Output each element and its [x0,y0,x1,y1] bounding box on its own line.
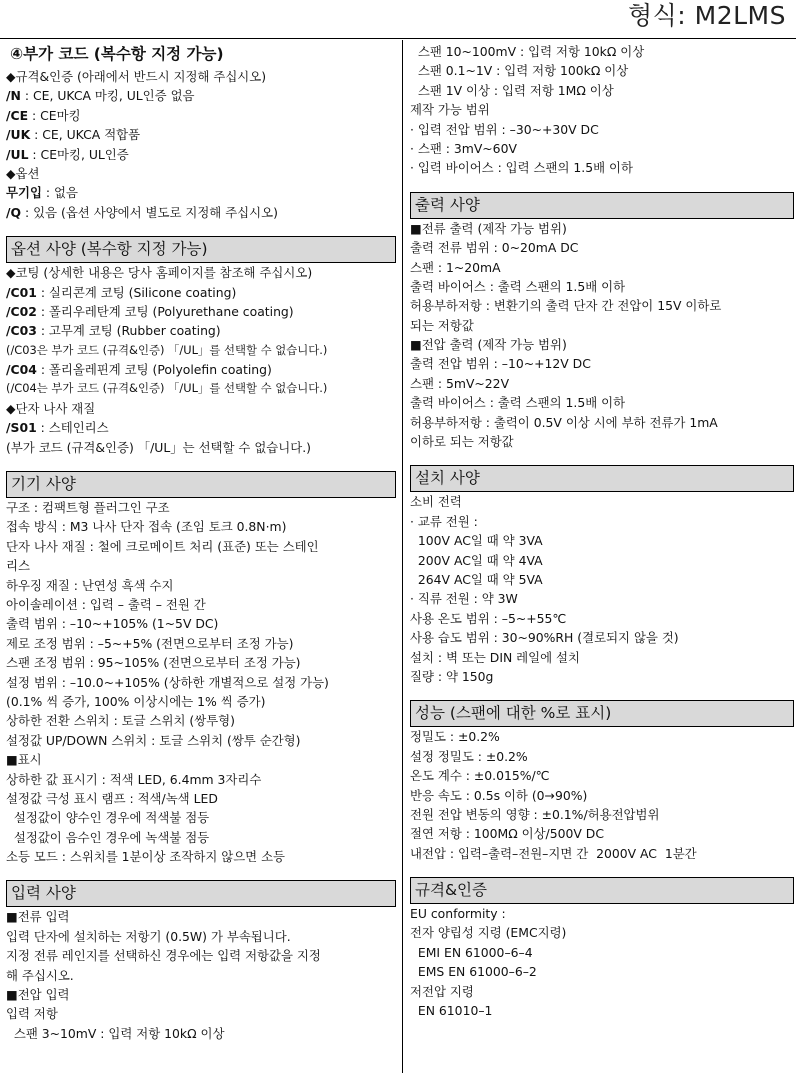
option-code: /UK [6,127,31,143]
spec-line: 입력 단자에 설치하는 저항기 (0.5W) 가 부속됩니다. [6,928,291,944]
spec-line: 전원 전압 변동의 영향 : ±0.1%/허용전압범위 [410,806,660,822]
option-description: : CE, UKCA 마킹, UL인증 없음 [20,88,195,104]
spec-line [6,302,396,321]
spec-line: EMS EN 61000–6–2 [410,964,537,980]
spec-line: 단자 나사 재질 : 철에 크로메이트 처리 (표준) 또는 스테인 [6,538,319,554]
spec-line: 100V AC일 때 약 3VA [410,533,543,549]
spec-line: ■전압 출력 (제작 가능 범위) [410,337,567,353]
spec-line: 리스 [6,558,30,574]
spec-line: · 입력 전압 범위 : –30~+30V DC [410,121,599,137]
spec-line: 상하한 값 표시기 : 적색 LED, 6.4mm 3자리수 [6,771,262,787]
spec-line: 스팬 0.1~1V : 입력 저항 100kΩ 이상 [410,63,629,79]
spec-line [6,106,396,125]
option-description: : 고무계 코팅 (Rubber coating) [36,323,221,339]
section-heading: 설치 사양 [410,465,794,492]
spec-line [6,203,396,222]
spec-line: 되는 저항값 [410,317,474,333]
spec-line: · 스팬 : 3mV~60V [410,140,517,156]
spec-line: 제작 가능 범위 [410,102,490,118]
spec-line: 스팬 조정 범위 : 95~105% (전면으로부터 조정 가능) [6,655,301,671]
spec-line: 설정값 극성 표시 램프 : 적색/녹색 LED [6,790,218,806]
left-column [6,42,396,1043]
section-heading: 입력 사양 [6,880,396,907]
spec-line: 스팬 1V 이상 : 입력 저항 1MΩ 이상 [410,82,614,98]
section-heading: 옵션 사양 (복수항 지정 가능) [6,236,396,263]
spec-line: 온도 계수 : ±0.015%/℃ [410,768,550,784]
option-description: : 폴리올레핀계 코팅 (Polyolefin coating) [36,362,272,378]
spec-line: · 입력 바이어스 : 입력 스팬의 1.5배 이하 [410,160,633,176]
spec-line: 허용부하저항 : 출력이 0.5V 이상 시에 부하 전류가 1mA [410,414,718,430]
spec-line: 출력 전압 범위 : –10~+12V DC [410,356,591,372]
spec-line [6,418,396,437]
spec-line: 출력 전류 범위 : 0~20mA DC [410,240,579,256]
spec-line: · 교류 전원 : [410,513,478,529]
section-heading: 규격&인증 [410,877,794,904]
spec-line: (0.1% 씩 증가, 100% 이상시에는 1% 씩 증가) [6,693,266,709]
option-code: 무기입 [6,185,42,201]
spec-line: 내전압 : 입력–출력–전원–지면 간 2000V AC 1분간 [410,845,697,861]
spec-line: 출력 바이어스 : 출력 스팬의 1.5배 이하 [410,395,626,411]
spec-line: · 직류 전원 : 약 3W [410,591,518,607]
spec-line [6,321,396,340]
spec-line: 하우징 재질 : 난연성 흑색 수지 [6,577,174,593]
spec-line: ◆코팅 (상세한 내용은 당사 홈페이지를 참조해 주십시오) [6,265,313,281]
spec-line: 구조 : 컴팩트형 플러그인 구조 [6,500,170,516]
spec-line: 허용부하저항 : 변환기의 출력 단자 간 전압이 15V 이하로 [410,298,722,314]
spec-line: (부가 코드 (규격&인증) 「/UL」는 선택할 수 없습니다.) [6,439,311,455]
spec-line: 설정값이 양수인 경우에 적색불 점등 [6,810,210,826]
section-heading: 출력 사양 [410,192,794,219]
spec-line: 전자 양립성 지령 (EMC지령) [410,925,567,941]
spec-line: 정밀도 : ±0.2% [410,729,500,745]
spec-line: 접속 방식 : M3 나사 단자 접속 (조임 토크 0.8N·m) [6,519,287,535]
option-code: /C02 [6,303,37,319]
spec-line [6,145,396,164]
option-code: /C04 [6,362,37,378]
spec-line: 제로 조정 범위 : –5~+5% (전면으로부터 조정 가능) [6,635,294,651]
right-column [410,42,794,1020]
spec-line: 저전압 지령 [410,983,474,999]
option-code: /UL [6,146,29,162]
spec-line: 반응 속도 : 0.5s 이하 (0→90%) [410,787,588,803]
option-code: /C03 [6,323,37,339]
spec-line: ◆규격&인증 (아래에서 반드시 지정해 주십시오) [6,69,267,84]
spec-line [6,183,396,202]
column-divider [402,40,403,1073]
option-code: /Q [6,204,22,220]
spec-line: 스팬 : 1~20mA [410,259,501,275]
spec-line: 스팬 3~10mV : 입력 저항 10kΩ 이상 [6,1025,225,1041]
spec-line: ◆단자 나사 재질 [6,400,96,416]
spec-line [6,86,396,105]
option-description: : 있음 (옵션 사양에서 별도로 지정해 주십시오) [21,204,278,220]
spec-line: EMI EN 61000–6–4 [410,944,533,960]
spec-line: 설정 범위 : –10.0~+105% (상하한 개별적으로 설정 가능) [6,674,329,690]
spec-line: 출력 범위 : –10~+105% (1~5V DC) [6,616,219,632]
section-heading: 성능 (스팬에 대한 %로 표시) [410,700,794,727]
spec-line: 사용 온도 범위 : –5~+55℃ [410,610,567,626]
option-description: : 실리콘계 코팅 (Silicone coating) [36,284,237,300]
spec-line: 설정값 UP/DOWN 스위치 : 토글 스위치 (쌍투 순간형) [6,732,301,748]
spec-line: ■전압 입력 [6,987,70,1003]
option-code: /CE [6,107,29,123]
spec-line: 설치 : 벽 또는 DIN 레일에 설치 [410,649,580,665]
spec-line [6,283,396,302]
spec-line: ■전류 출력 (제작 가능 범위) [410,220,567,236]
spec-line: 해 주십시오. [6,967,74,983]
spec-line: 이하로 되는 저항값 [410,434,514,450]
spec-line: 상하한 전환 스위치 : 토글 스위치 (쌍투형) [6,713,235,729]
spec-line: 질량 : 약 150g [410,668,494,684]
spec-line: 지정 전류 레인지를 선택하신 경우에는 입력 저항값을 지정 [6,948,321,964]
spec-line: (/C04는 부가 코드 (규격&인증) 「/UL」를 선택할 수 없습니다.) [6,381,328,396]
top-divider [0,38,796,39]
spec-line: 입력 저항 [6,1006,58,1022]
option-code: /C01 [6,284,37,300]
option-description: : 없음 [41,185,78,201]
spec-line: 소비 전력 [410,494,462,510]
spec-line: ■표시 [6,752,42,768]
spec-line: 설정값이 음수인 경우에 녹색불 점등 [6,829,210,845]
spec-line: 264V AC일 때 약 5VA [410,571,543,587]
spec-line: 절연 저항 : 100MΩ 이상/500V DC [410,826,604,842]
page-title: 형식: M2LMS [627,1,786,30]
spec-line: ■전류 입력 [6,909,70,925]
spec-line: EN 61010–1 [410,1003,493,1019]
spec-line: 아이솔레이션 : 입력 – 출력 – 전원 간 [6,596,206,612]
spec-line: (/C03은 부가 코드 (규격&인증) 「/UL」를 선택할 수 없습니다.) [6,342,328,357]
option-code: /N [6,88,21,104]
option-description: : CE마킹, UL인증 [28,146,129,162]
option-description: : CE마킹 [28,107,81,123]
spec-line: 사용 습도 범위 : 30~90%RH (결로되지 않을 것) [410,630,679,646]
spec-line: 200V AC일 때 약 4VA [410,552,543,568]
spec-line: ◆옵션 [6,165,40,181]
spec-line: EU conformity : [410,906,506,922]
section-heading: ④부가 코드 (복수항 지정 가능) [10,45,224,63]
option-code: /S01 [6,420,37,436]
option-description: : CE, UKCA 적합품 [30,127,141,143]
spec-line: 설정 정밀도 : ±0.2% [410,748,528,764]
spec-line [6,360,396,379]
option-description: : 폴리우레탄계 코팅 (Polyurethane coating) [36,303,294,319]
spec-line: 출력 바이어스 : 출력 스팬의 1.5배 이하 [410,278,626,294]
spec-line: 스팬 10~100mV : 입력 저항 10kΩ 이상 [410,44,645,59]
section-heading: 기기 사양 [6,471,396,498]
option-description: : 스테인리스 [36,420,109,436]
spec-line: 소등 모드 : 스위치를 1분이상 조작하지 않으면 소등 [6,849,286,865]
spec-line: 스팬 : 5mV~22V [410,375,510,391]
spec-line [6,125,396,144]
